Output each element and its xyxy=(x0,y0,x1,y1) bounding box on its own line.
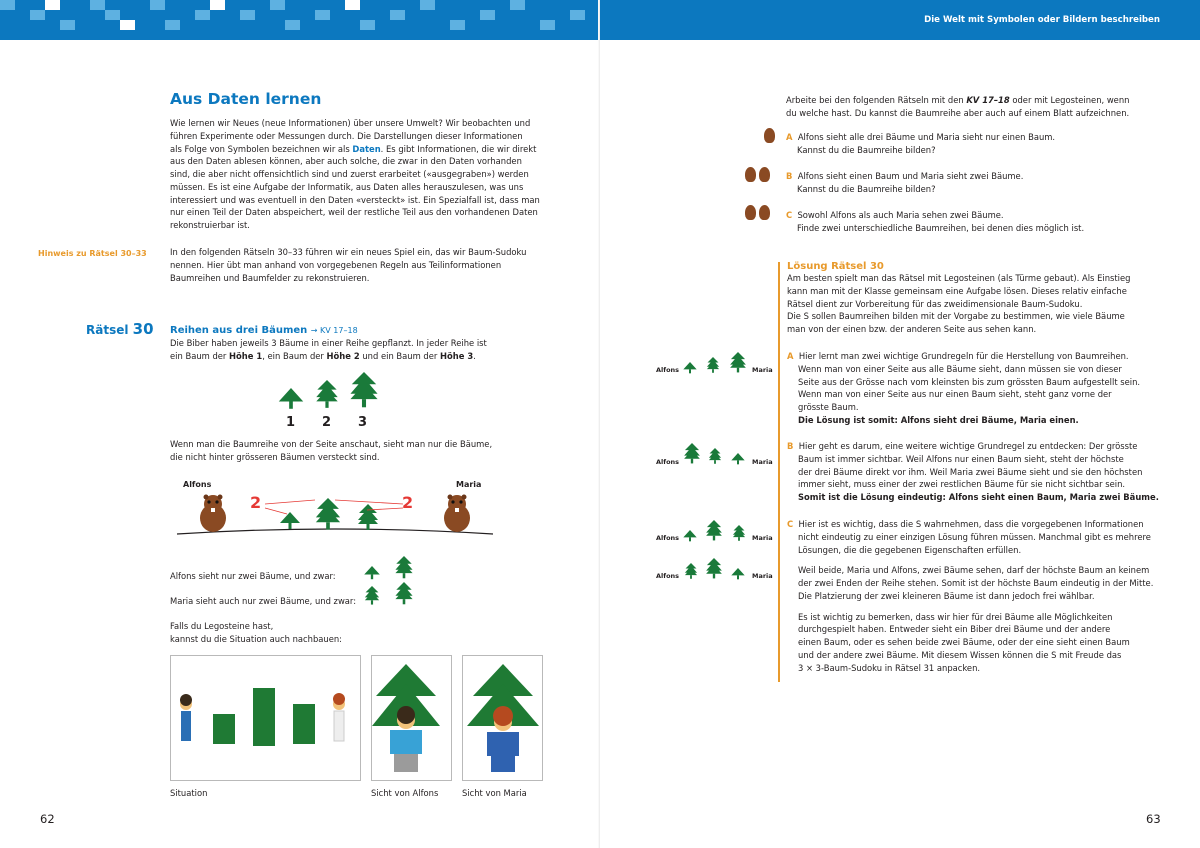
task-a-icons xyxy=(764,128,775,147)
lego-paragraph: Falls du Legosteine hast, kannst du die Situation auch nachbauen: xyxy=(170,621,342,644)
intro-line: Wie lernen wir Neues (neue Informationen) über unsere Umwelt? Wir beobachten und xyxy=(170,118,531,128)
photo-situation xyxy=(170,655,361,781)
row-c2-left: Alfons xyxy=(656,572,680,580)
page-number-right: 63 xyxy=(1146,812,1161,826)
task-b: B Alfons sieht einen Baum und Maria sieht zwei Bäume. Kannst du die Baumreihe bilden? xyxy=(786,171,1024,194)
scene-tree-tall xyxy=(316,498,340,530)
header-title: Die Welt mit Symbolen oder Bildern beschreiben xyxy=(924,15,1160,25)
beaver-maria xyxy=(444,495,470,533)
tree-label-2: 2 xyxy=(322,415,332,430)
page-title: Aus Daten lernen xyxy=(170,90,322,108)
beaver-icon xyxy=(759,167,770,182)
intro-paragraph xyxy=(170,117,570,232)
row-c2-right: Maria xyxy=(752,572,773,580)
intro-line: führen Experimente oder Messungen durch. Die Darstellungen dieser Informationen xyxy=(170,130,523,141)
intro-line: rekonstruierbar ist. xyxy=(170,220,250,231)
row-b-left: Alfons xyxy=(656,458,680,466)
beaver-icon xyxy=(759,205,770,220)
intro-line: aus den Daten ablesen können, aber auch solche, die zwar in den Daten vorhanden xyxy=(170,156,522,167)
lego-situation-image xyxy=(171,656,360,780)
solution-intro: Am besten spielt man das Rätsel mit Legosteinen (als Türme gebaut). Als Einstieg kann man mit der Klasse gemeinsam eine Aufgabe lösen. Dieses relativ einfache Rätsel dient zur Vorbereitung für das zweidimensionale Baum-Sudoku. Die S sollen Baumreihen bilden mit der Vorgabe zu bestimmen, wie viele Bäume man von der einen bzw. der anderen Seite aus sehen kann. xyxy=(787,273,1131,335)
tree-row-c2 xyxy=(678,558,750,582)
page-number-left: 62 xyxy=(40,812,55,826)
lego-view-alfons-image xyxy=(372,656,451,780)
raetsel-number: 30 xyxy=(132,320,154,338)
intro-line: sind, die aber nicht offensichtlich sind und zuerst erarbeitet («ausgegraben») werden xyxy=(170,169,529,180)
right-intro: Arbeite bei den folgenden Rätseln mit den KV 17–18 oder mit Legosteinen, wenn du welche hast. Du kannst die Baumreihe aber auch auf einem Blatt aufzeichnen. xyxy=(786,95,1130,118)
tree-row-a xyxy=(678,352,750,376)
intro-line: interessiert und was eventuell in den Daten «versteckt» ist. Ein Spezialfall ist, dass man xyxy=(170,194,540,205)
intro-line: als Folge von Symbolen bezeichnen wir als Daten. Es gibt Informationen, die wir direkt xyxy=(170,143,537,154)
intro-line: müssen. Es ist eine Aufgabe der Informatik, aus Daten alles herauszulesen, was uns xyxy=(170,181,524,192)
term-daten: Daten xyxy=(352,143,381,154)
solution-b: B Hier geht es darum, eine weitere wichtige Grundregel zu entdecken: Der grösste Baum ist immer sichtbar. Weil Alfons nur einen Baum sieht, steht der höchste der drei Bäume direkt vor ihm. Weil Maria zwei Bäume sieht und sie den höchsten immer sieht, muss einer der zwei restlichen Bäume für sie nicht sichtbar sein. Somit ist die Lösung eindeutig: Alfons sieht einen Baum, Maria zwei Bäume. xyxy=(787,441,1159,503)
row-a-right: Maria xyxy=(752,366,773,374)
maria-sees-text: Maria sieht auch nur zwei Bäume, und zwar: xyxy=(170,596,357,606)
row-a-left: Alfons xyxy=(656,366,680,374)
scene-tree-small xyxy=(280,512,300,529)
tree-row-c1 xyxy=(678,520,750,544)
raetsel-text: Die Biber haben jeweils 3 Bäume in einer Reihe gepflanzt. In jeder Reihe ist ein Baum der Höhe 1, ein Baum der Höhe 2 und ein Baum der Höhe 3. xyxy=(170,338,487,361)
beaver-label-alfons: Alfons xyxy=(183,480,212,489)
task-a: A Alfons sieht alle drei Bäume und Maria sieht nur einen Baum. Kannst du die Baumreihe bilden? xyxy=(786,132,1056,155)
beaver-icon xyxy=(764,128,775,143)
beaver-icon xyxy=(745,205,756,220)
tree-height-3 xyxy=(350,372,377,407)
alfons-sees-text: Alfons sieht nur zwei Bäume, und zwar: xyxy=(170,571,336,581)
raetsel-heading: Rätsel 30 xyxy=(86,320,154,338)
lego-view-maria-image xyxy=(463,656,542,780)
tree-heights-figure xyxy=(272,372,387,412)
photo-view-alfons xyxy=(371,655,452,781)
photo-view-maria xyxy=(462,655,543,781)
tree-row-b xyxy=(678,443,750,467)
hint-label: Hinweis zu Rätsel 30–33 xyxy=(38,249,147,258)
hint-paragraph: In den folgenden Rätseln 30–33 führen wir ein neues Spiel ein, das wir Baum-Sudoku nennen. Hier übt man anhand von vorgegebenen Regeln aus Teilinformationen Baumreihen und Baumfelder zu rekonstruieren. xyxy=(170,247,527,283)
kv-reference: → KV 17–18 xyxy=(310,326,358,335)
beaver-icon xyxy=(745,167,756,182)
intro-line: nur einen Teil der Daten abspeichert, weil der restliche Teil aus den vorhandenen Daten xyxy=(170,207,538,218)
solution-a: A Hier lernt man zwei wichtige Grundregeln für die Herstellung von Baumreihen. Wenn man von einer Seite aus alle Bäume sieht, dann müssen sie von dieser Seite aus der Grösse nach vom kleinsten bis zum grössten Baum aufgestellt sein. Wenn man von einer Seite aus nur einen Baum sieht, steht ganz vorne der grösste Baum. Die Lösung ist somit: Alfons sieht drei Bäume, Maria einen. xyxy=(787,351,1141,425)
caption-view-alfons: Sicht von Alfons xyxy=(371,788,439,798)
solution-c: C Hier ist es wichtig, dass die S wahrnehmen, dass die vorgegebenen Informationen nicht eindeutig zu einer einzigen Lösung führen müssen. Manchmal gibt es mehrere Lösungen, die die gegebenen Eigenschaften erfüllen. Weil beide, Maria und Alfons, zwei Bäume sehen, darf der höchste Baum an keinem der zwei Enden der Reihe stehen. Somit ist der höchste Baum eindeutig in der Mitte. Die Platzierung der zwei kleineren Bäume ist dann jedoch frei wählbar. Es ist wichtig zu bemerken, dass wir hier für drei Bäume alle Möglichkeiten durchgespielt haben. Entweder sieht ein Biber drei Bäume und der andere einen Baum, oder es sehen beide zwei Bäume, oder der eine sieht einen Baum und der andere zwei Bäume. Mit diesem Wissen können die S mit Freude das 3 × 3-Baum-Sudoku in Rätsel 31 anpacken. xyxy=(787,519,1154,673)
right-page xyxy=(600,0,1200,848)
beaver-alfons xyxy=(200,495,226,533)
solution-title: Lösung Rätsel 30 xyxy=(787,261,884,272)
tree-label-3: 3 xyxy=(358,415,368,430)
view-paragraph: Wenn man die Baumreihe von der Seite anschaut, sieht man nur die Bäume, die nicht hinter grösseren Bäumen versteckt sind. xyxy=(170,439,493,462)
count-maria: 2 xyxy=(402,493,414,512)
caption-view-maria: Sicht von Maria xyxy=(462,788,527,798)
tree-height-2 xyxy=(316,380,337,408)
row-c1-left: Alfons xyxy=(656,534,680,542)
row-b-right: Maria xyxy=(752,458,773,466)
task-c: C Sowohl Alfons als auch Maria sehen zwei Bäume. Finde zwei unterschiedliche Baumreihen, bei denen dies möglich ist. xyxy=(786,210,1085,233)
tree-height-1 xyxy=(279,388,303,409)
tree-label-1: 1 xyxy=(286,415,296,430)
caption-situation: Situation xyxy=(170,788,208,798)
row-c1-right: Maria xyxy=(752,534,773,542)
maria-sees-trees xyxy=(360,582,420,608)
task-b-icons xyxy=(745,167,770,186)
beaver-scene xyxy=(175,488,495,540)
beaver-label-maria: Maria xyxy=(456,480,482,489)
task-c-icons xyxy=(745,205,770,224)
scene-tree-medium xyxy=(358,504,378,530)
alfons-sees-trees xyxy=(360,556,420,582)
raetsel-title: Reihen aus drei Bäumen → KV 17–18 xyxy=(170,325,358,336)
solution-bar xyxy=(778,262,780,682)
count-alfons: 2 xyxy=(250,493,262,512)
